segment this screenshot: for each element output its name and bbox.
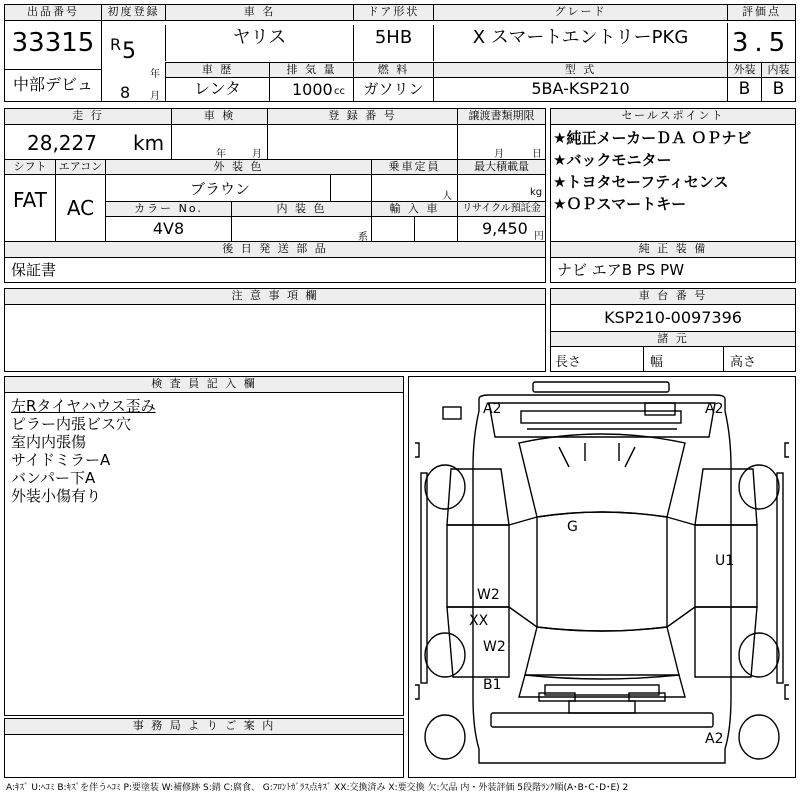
ac: AC [55,175,105,241]
lot-label: 出品番号 [5,5,101,21]
reg-no-label: 登 録 番 号 [267,109,457,125]
first-reg-cell [101,21,165,101]
score-label: 評価点 [727,5,795,21]
transfer-cell [457,125,545,159]
notes-label: 注 意 事 項 欄 [5,289,545,305]
color-no: 4V8 [105,217,231,241]
later-parts-label: 後 日 発 送 部 品 [5,242,545,258]
car-diagram [408,376,796,778]
transfer-month: 月 [494,149,504,159]
inspector-label: 検 査 員 記 入 欄 [5,377,403,393]
max-load-cell [457,175,545,201]
car-outline [409,377,795,777]
model-label: 型 式 [433,62,727,78]
max-load-unit: kg [530,187,543,198]
office-block [4,718,404,778]
year-unit: 年 [150,69,160,80]
int-grade: B [761,78,795,101]
later-parts: 保証書 [11,261,57,279]
mark-xx: XX [469,613,489,629]
legend: A:ｷｽﾞ U:ﾍｺﾐ B:ｷｽﾞを伴うﾍｺﾐ P:要塗装 W:補修跡 S:錆 C:腐食、 G:ﾌﾛﾝﾄｶﾞﾗｽ点ｷｽﾞ XX:交換済み X:要交換 欠:欠品 内・外装評価 5段階ﾗﾝｸ順(A･B･C･D･E) 2 [6,783,629,793]
history: レンタ [165,78,269,101]
dims-width-cell [643,347,723,371]
recycle-label: リサイクル預託金 [457,201,545,217]
int-color-label: 内 装 色 [231,201,371,217]
first-reg-label: 初度登録 [101,5,165,21]
recycle: 9,450 [482,219,528,238]
grade: X スマートエントリーPKG [433,25,727,61]
fuel: ガソリン [353,78,433,101]
reg-year: 5 [122,39,136,64]
capacity-label: 乗車定員 [371,159,457,175]
lot-number: 33315 [11,28,95,58]
displacement: 1000 [292,80,333,99]
mark-a2-front-right: A2 [705,401,724,417]
office-label: 事 務 局 よ り ご 案 内 [5,719,403,735]
mark-a2-rear: A2 [705,731,724,747]
history-label: 車 歴 [165,62,269,78]
chassis-number: KSP210-0097396 [604,308,742,327]
int-color-cell [231,217,371,241]
mileage-unit: km [133,131,165,155]
equipment-block [550,241,796,283]
score: 3.5 [727,23,795,63]
mark-u1: U1 [715,553,735,569]
vehicle-info-block [4,108,546,242]
int-grade-label: 内装 [761,62,795,78]
debut-text: 中部デビュ [5,69,101,101]
inspector-line: バンパー下A [11,469,96,487]
import-cell [371,217,415,241]
mileage-label: 走 行 [5,109,171,125]
capacity-cell [371,175,457,201]
int-color-unit: 系 [358,232,368,241]
ext-color: ブラウン [190,180,251,198]
later-parts-block [4,241,546,283]
mark-w2-a: W2 [477,587,500,603]
car-name: ヤリス [165,25,353,61]
door-label: ドア形状 [353,5,433,21]
inspector-line: 外装小傷有り [11,487,102,505]
recycle-unit: 円 [534,231,544,241]
era: R [110,35,122,54]
inspector-line: サイドミラーA [11,451,111,469]
ext-grade-label: 外装 [727,62,761,78]
top-block [4,4,796,102]
mark-w2-b: W2 [483,639,506,655]
ext-color-label: 外 装 色 [105,159,371,175]
ext-color-cell [105,175,331,201]
chassis-label: 車 台 番 号 [551,289,795,305]
model: 5BA-KSP210 [433,78,727,101]
reg-no-cell [267,125,457,159]
inspector-block [4,376,404,716]
sales-point: ★トヨタセーフティセンス [553,173,729,191]
car-name-label: 車 名 [165,5,353,21]
inspection-label: 車 検 [171,109,267,125]
import-label: 輸 入 車 [371,201,457,217]
dims-height-cell [723,347,795,371]
door-type: 5HB [353,25,433,61]
dims-length: 長さ [555,355,582,370]
displacement-unit: cc [334,86,345,97]
color-no-label: カラー No. [105,201,231,217]
equipment-label: 純 正 装 備 [551,242,795,258]
inspector-line: 左Rタイヤハウス歪み [11,397,156,415]
fuel-label: 燃 料 [353,62,433,78]
transfer-day: 日 [532,149,542,159]
grade-label: グレード [433,5,727,21]
insp-year-unit: 年 [216,149,226,159]
ext-grade: B [727,78,761,101]
dims-label: 諸 元 [551,331,795,347]
reg-month: 8 [120,83,131,101]
chassis-block [550,288,796,372]
sales-point: ★バックモニター [553,151,672,169]
mark-g: G [567,519,578,535]
equipment: ナビ エアB PS PW [557,261,685,279]
mileage: 28,227 [27,131,97,155]
dims-height: 高さ [730,355,757,370]
transfer-label: 譲渡書類期限 [457,109,545,125]
inspector-line: 室内内張傷 [11,433,87,451]
ac-label: エアコン [55,159,105,175]
sales-points-label: セールスポイント [551,109,795,125]
sales-point: ★ＯＰスマートキー [553,195,687,213]
capacity-unit: 人 [442,191,452,201]
mileage-cell [5,125,171,159]
inspection-cell [171,125,267,159]
insp-month-unit: 月 [252,149,262,159]
shift-label: シフト [5,159,55,175]
notes-block [4,288,546,372]
mark-b1: B1 [483,677,502,693]
dims-width: 幅 [650,355,664,370]
recycle-cell [457,217,545,241]
displacement-label: 排 気 量 [269,62,353,78]
max-load-label: 最大積載量 [457,159,545,175]
shift: FAT [12,188,47,212]
sales-points-block [550,108,796,242]
displacement-cell [269,78,353,101]
mark-a2-front-left: A2 [483,401,502,417]
inspector-line: ピラー内張ビス穴 [11,415,132,433]
month-unit: 月 [150,91,160,101]
sales-point: ★純正メーカーＤＡ ＯＰナビ [553,129,752,147]
